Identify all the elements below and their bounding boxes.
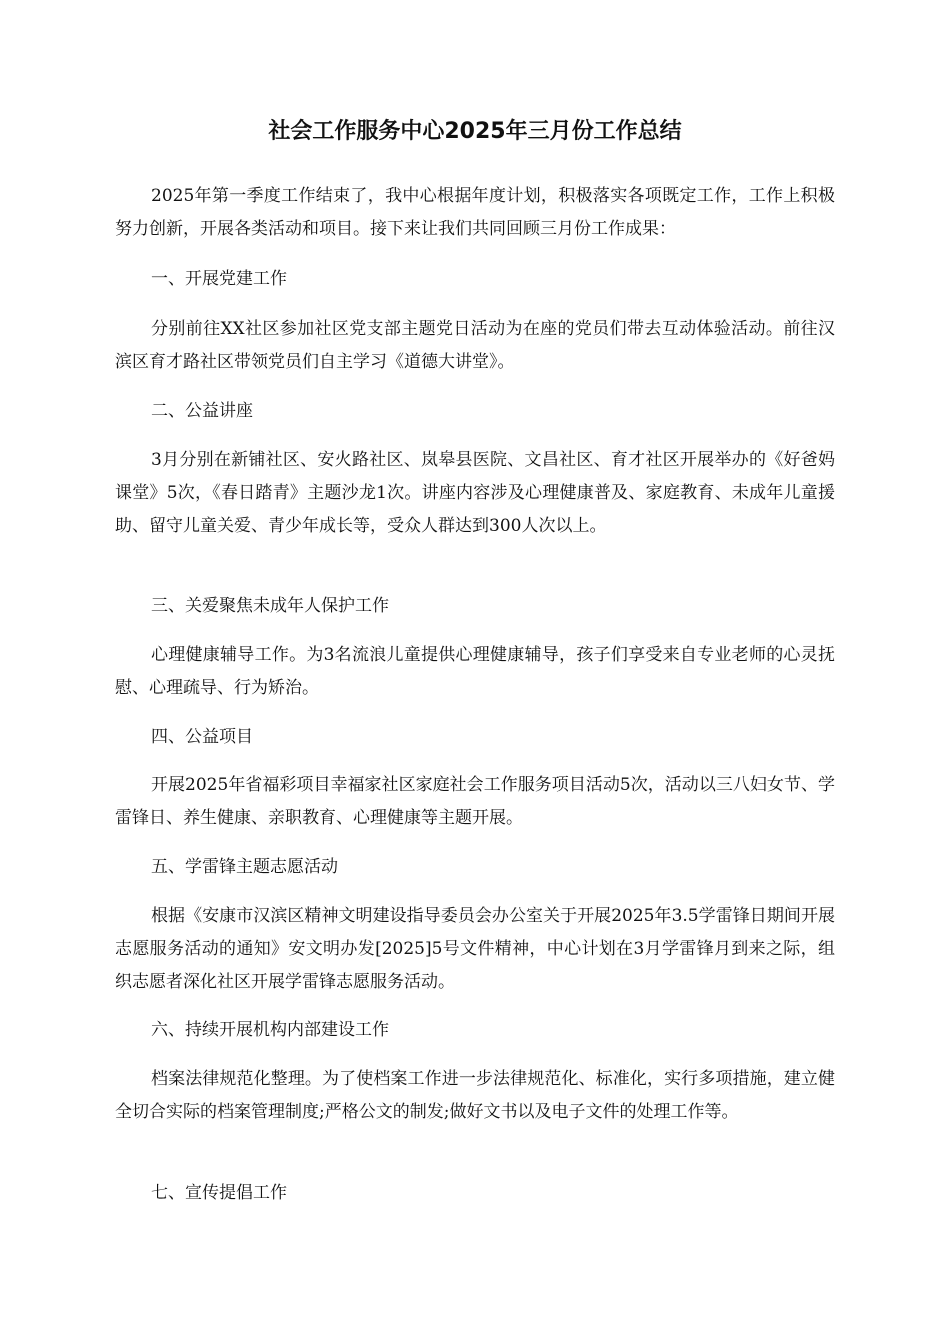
section-2-body: 3月分别在新铺社区、安火路社区、岚皋县医院、文昌社区、育才社区开展举办的《好爸妈课堂》5次，《春日踏青》主题沙龙1次。讲座内容涉及心理健康普及、家庭教育、未成年儿童援助、留守儿童关爱、青少年成长等，受众人群达到300人次以上。 bbox=[115, 450, 835, 536]
section-3-body: 心理健康辅导工作。为3名流浪儿童提供心理健康辅导，孩子们享受来自专业老师的心灵抚慰、心理疏导、行为矫治。 bbox=[115, 645, 835, 698]
section-6-body: 档案法律规范化整理。为了使档案工作进一步法律规范化、标准化，实行多项措施，建立健全切合实际的档案管理制度;严格公文的制发;做好文书以及电子文件的处理工作等。 bbox=[115, 1069, 835, 1122]
section-1-body: 分别前往XX社区参加社区党支部主题党日活动为在座的党员们带去互动体验活动。前往汉滨区育才路社区带领党员们自主学习《道德大讲堂》。 bbox=[115, 319, 835, 372]
document-page bbox=[115, 0, 835, 1344]
intro-paragraph: 2025年第一季度工作结束了，我中心根据年度计划，积极落实各项既定工作，工作上积极努力创新，开展各类活动和项目。接下来让我们共同回顾三月份工作成果： bbox=[115, 186, 835, 239]
section-3-heading: 三、关爱聚焦未成年人保护工作 bbox=[151, 596, 389, 616]
section-2-heading: 二、公益讲座 bbox=[151, 401, 253, 421]
section-6-heading: 六、持续开展机构内部建设工作 bbox=[151, 1020, 389, 1040]
section-4-body: 开展2025年省福彩项目幸福家社区家庭社会工作服务项目活动5次，活动以三八妇女节、学雷锋日、养生健康、亲职教育、心理健康等主题开展。 bbox=[115, 775, 835, 828]
section-5-heading: 五、学雷锋主题志愿活动 bbox=[151, 857, 338, 877]
section-7-heading: 七、宣传提倡工作 bbox=[151, 1183, 287, 1203]
document-title: 社会工作服务中心2025年三月份工作总结 bbox=[268, 119, 682, 144]
section-4-heading: 四、公益项目 bbox=[151, 727, 253, 747]
section-5-body: 根据《安康市汉滨区精神文明建设指导委员会办公室关于开展2025年3.5学雷锋日期间开展志愿服务活动的通知》安文明办发[2025]5号文件精神，中心计划在3月学雷锋月到来之际，组织志愿者深化社区开展学雷锋志愿服务活动。 bbox=[115, 906, 835, 992]
section-1-heading: 一、开展党建工作 bbox=[151, 269, 287, 289]
